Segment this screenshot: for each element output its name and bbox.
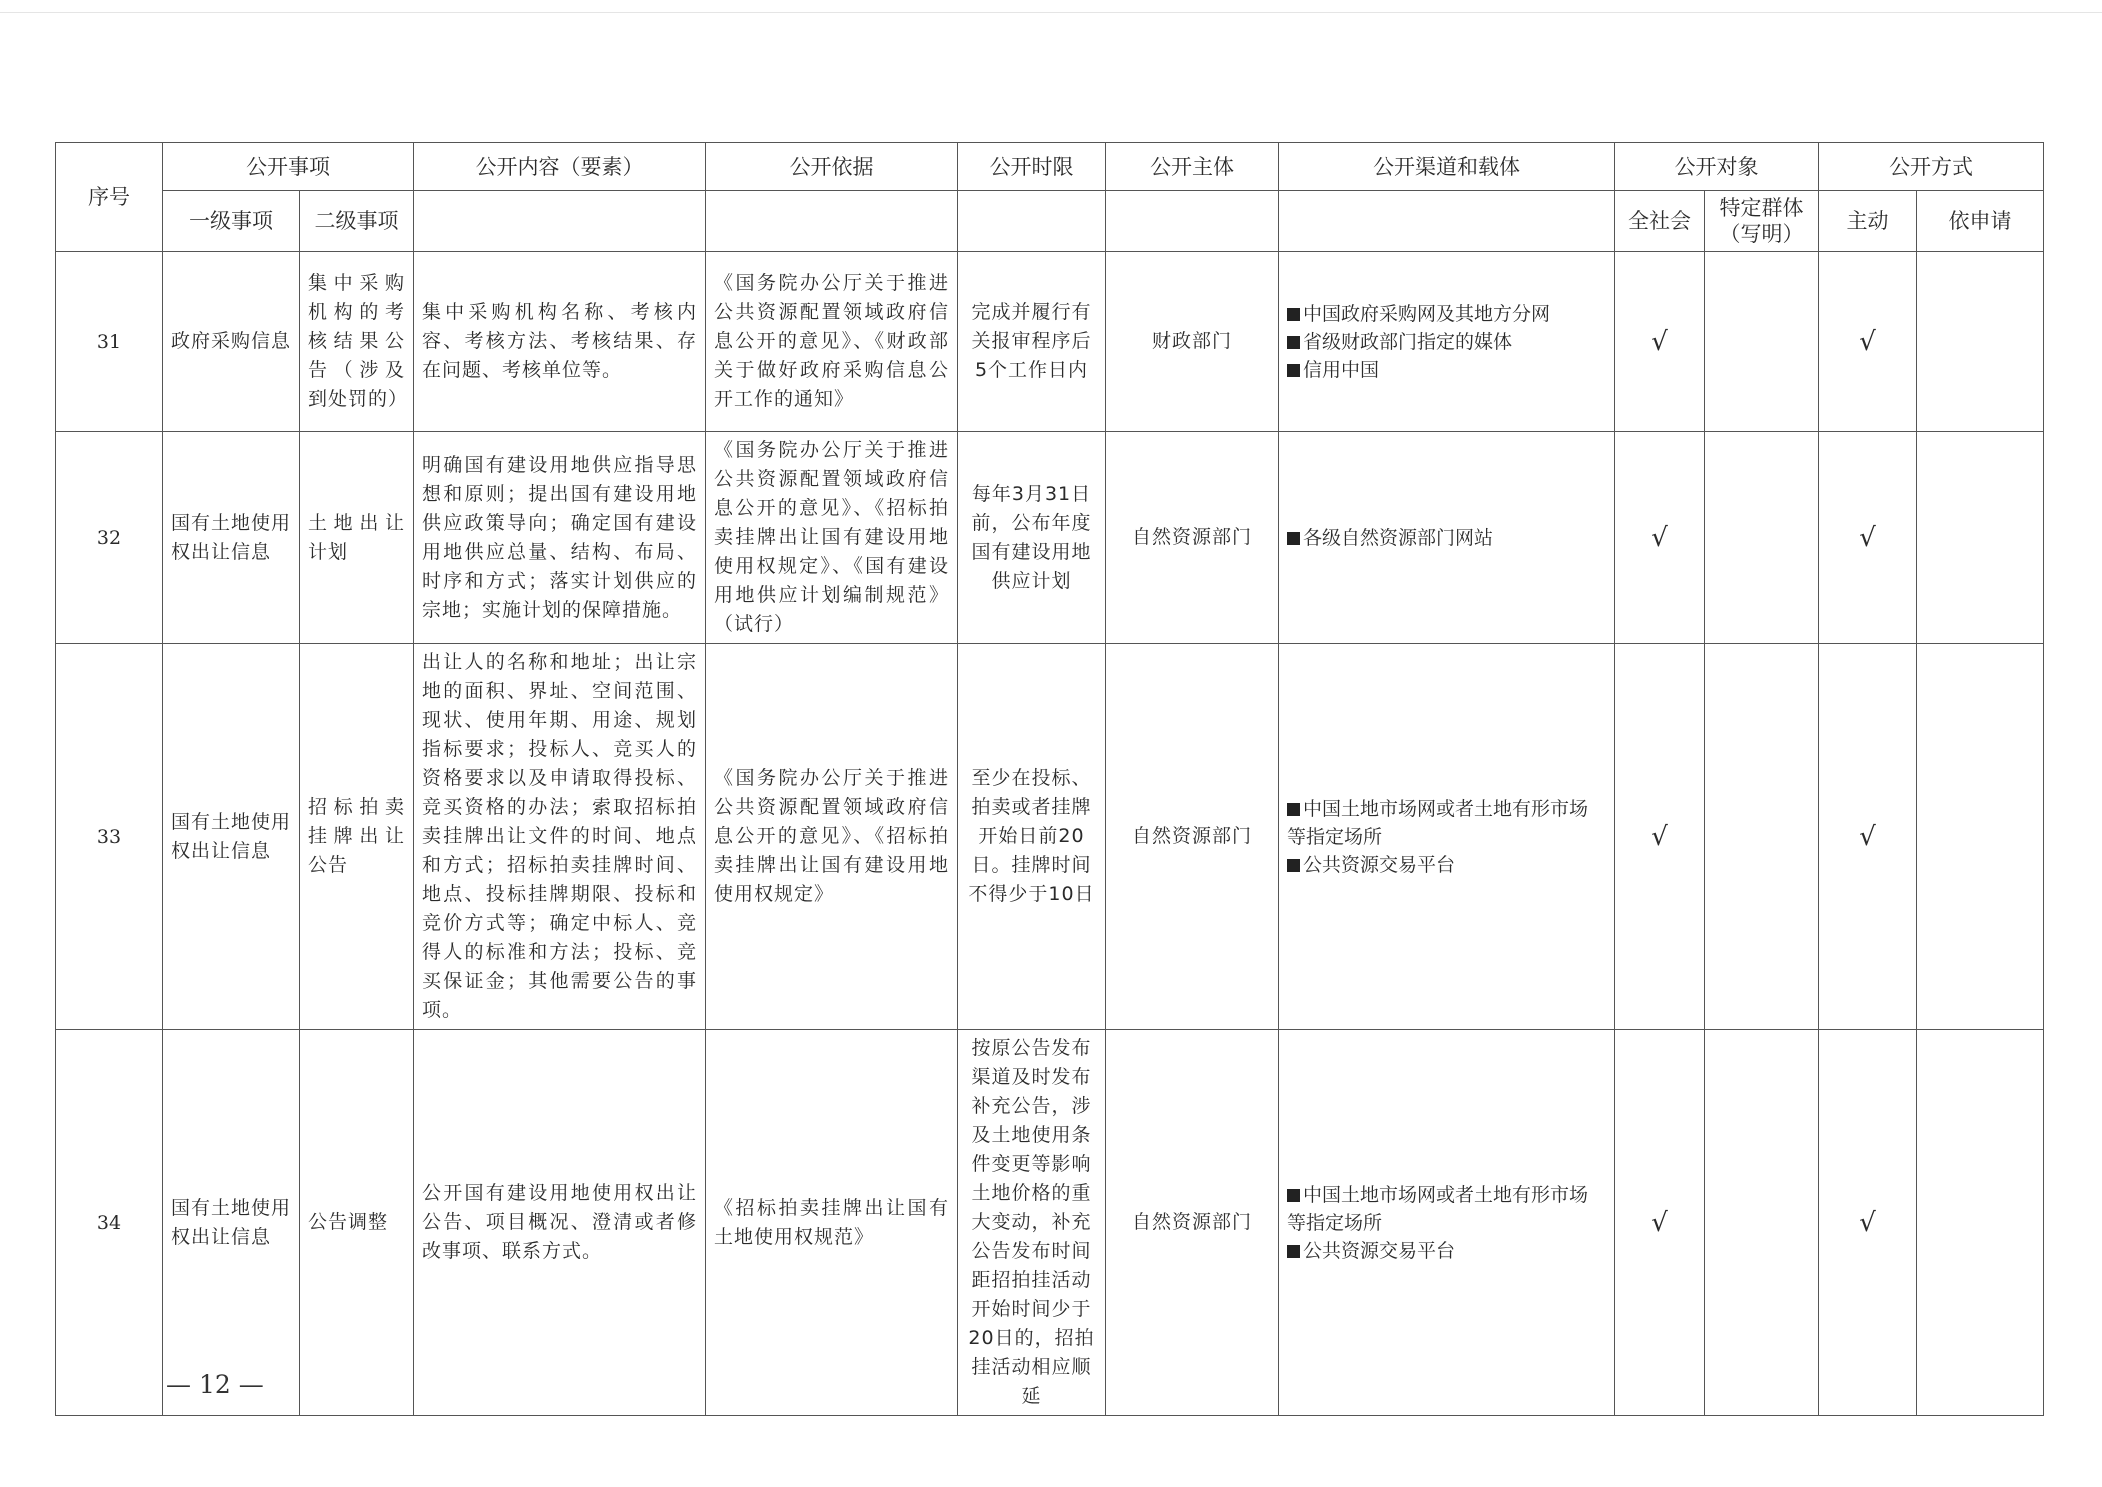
- header-row-top: [56, 143, 2044, 191]
- row-channels: [1279, 432, 1615, 644]
- row-audience-specific: [1705, 644, 1819, 1030]
- row-level1: 国有土地使用权出让信息: [163, 432, 300, 644]
- header-level1: 一级事项: [163, 191, 300, 252]
- row-content: 出让人的名称和地址；出让宗地的面积、界址、空间范围、现状、使用年期、用途、规划指标要求；投标人、竞买人的资格要求以及申请取得投标、竞买资格的办法；索取招标拍卖挂牌出让文件的时间、地点和方式；招标拍卖挂牌时间、地点、投标挂牌期限、投标和竞价方式等；确定中标人、竞得人的标准和方法；投标、竞买保证金；其他需要公告的事项。: [414, 644, 706, 1030]
- square-bullet-icon: [1287, 532, 1300, 545]
- row-channels: [1279, 644, 1615, 1030]
- row-channels: [1279, 1030, 1615, 1416]
- row-level1: 国有土地使用权出让信息: [163, 1030, 300, 1416]
- square-bullet-icon: [1287, 859, 1300, 872]
- row-method-request: [1917, 252, 2044, 432]
- row-audience-specific: [1705, 432, 1819, 644]
- table-row: [56, 252, 2044, 432]
- row-audience-all-check: √: [1615, 252, 1705, 432]
- row-deadline: 完成并履行有关报审程序后5个工作日内: [958, 252, 1106, 432]
- square-bullet-icon: [1287, 308, 1300, 321]
- row-basis: 《国务院办公厅关于推进公共资源配置领域政府信息公开的意见》、《招标拍卖挂牌出让国有建设用地使用权规定》: [706, 644, 958, 1030]
- header-content-blank: [414, 191, 706, 252]
- row-seq: 34: [56, 1030, 163, 1416]
- row-content: 明确国有建设用地供应指导思想和原则；提出国有建设用地供应政策导向；确定国有建设用地供应总量、结构、布局、时序和方式；落实计划供应的宗地；实施计划的保障措施。: [414, 432, 706, 644]
- row-subject: 财政部门: [1106, 252, 1279, 432]
- row-subject: 自然资源部门: [1106, 644, 1279, 1030]
- row-seq: 32: [56, 432, 163, 644]
- header-content: 公开内容（要素）: [414, 143, 706, 191]
- header-audience-specific: 特定群体（写明）: [1705, 191, 1819, 252]
- row-subject: 自然资源部门: [1106, 1030, 1279, 1416]
- row-level2: 土地出让计划: [300, 432, 414, 644]
- row-basis: 《国务院办公厅关于推进公共资源配置领域政府信息公开的意见》、《财政部关于做好政府采购信息公开工作的通知》: [706, 252, 958, 432]
- row-audience-all-check: √: [1615, 1030, 1705, 1416]
- row-method-active-check: √: [1819, 644, 1917, 1030]
- channel-item: 公共资源交易平台: [1287, 1237, 1606, 1265]
- row-content: 公开国有建设用地使用权出让公告、项目概况、澄清或者修改事项、联系方式。: [414, 1030, 706, 1416]
- row-level2: 集中采购机构的考核结果公告（涉及到处罚的）: [300, 252, 414, 432]
- header-channel-blank: [1279, 191, 1615, 252]
- header-deadline-blank: [958, 191, 1106, 252]
- header-deadline: 公开时限: [958, 143, 1106, 191]
- table-row: [56, 1030, 2044, 1416]
- channel-item: 各级自然资源部门网站: [1287, 524, 1606, 552]
- header-audience-all: 全社会: [1615, 191, 1705, 252]
- header-subject: 公开主体: [1106, 143, 1279, 191]
- header-audience: 公开对象: [1615, 143, 1819, 191]
- header-seq: 序号: [56, 143, 163, 252]
- row-level2: 公告调整: [300, 1030, 414, 1416]
- row-method-active-check: √: [1819, 252, 1917, 432]
- square-bullet-icon: [1287, 364, 1300, 377]
- square-bullet-icon: [1287, 336, 1300, 349]
- table-row: [56, 644, 2044, 1030]
- square-bullet-icon: [1287, 803, 1300, 816]
- row-method-active-check: √: [1819, 432, 1917, 644]
- header-row-sub: [56, 191, 2044, 252]
- row-level1: 政府采购信息: [163, 252, 300, 432]
- table-row: [56, 432, 2044, 644]
- disclosure-table: [55, 142, 2044, 1416]
- row-audience-specific: [1705, 1030, 1819, 1416]
- channel-item: 中国政府采购网及其地方分网: [1287, 300, 1606, 328]
- row-audience-all-check: √: [1615, 644, 1705, 1030]
- header-level2: 二级事项: [300, 191, 414, 252]
- row-method-request: [1917, 1030, 2044, 1416]
- row-level1: 国有土地使用权出让信息: [163, 644, 300, 1030]
- channel-item: 中国土地市场网或者土地有形市场等指定场所: [1287, 1183, 1589, 1234]
- header-subject-blank: [1106, 191, 1279, 252]
- scan-edge-line: [0, 12, 2102, 13]
- row-deadline: 至少在投标、拍卖或者挂牌开始日前20日。挂牌时间不得少于10日: [958, 644, 1106, 1030]
- channel-item: 信用中国: [1287, 356, 1606, 384]
- row-basis: 《国务院办公厅关于推进公共资源配置领域政府信息公开的意见》、《招标拍卖挂牌出让国有建设用地使用权规定》、《国有建设用地供应计划编制规范》（试行）: [706, 432, 958, 644]
- row-seq: 33: [56, 644, 163, 1030]
- header-method-active: 主动: [1819, 191, 1917, 252]
- channel-item: 公共资源交易平台: [1287, 851, 1606, 879]
- square-bullet-icon: [1287, 1245, 1300, 1258]
- row-deadline: 每年3月31日前，公布年度国有建设用地供应计划: [958, 432, 1106, 644]
- row-subject: 自然资源部门: [1106, 432, 1279, 644]
- row-audience-specific: [1705, 252, 1819, 432]
- channel-item: 省级财政部门指定的媒体: [1287, 328, 1606, 356]
- header-basis: 公开依据: [706, 143, 958, 191]
- header-method: 公开方式: [1819, 143, 2044, 191]
- header-matter: 公开事项: [163, 143, 414, 191]
- row-method-active-check: √: [1819, 1030, 1917, 1416]
- row-channels: [1279, 252, 1615, 432]
- row-deadline: 按原公告发布渠道及时发布补充公告，涉及土地使用条件变更等影响土地价格的重大变动，补充公告发布时间距招拍挂活动开始时间少于20日的，招拍挂活动相应顺延: [958, 1030, 1106, 1416]
- channel-item: 中国土地市场网或者土地有形市场等指定场所: [1287, 797, 1589, 848]
- row-basis: 《招标拍卖挂牌出让国有土地使用权规范》: [706, 1030, 958, 1416]
- row-method-request: [1917, 432, 2044, 644]
- square-bullet-icon: [1287, 1189, 1300, 1202]
- row-content: 集中采购机构名称、考核内容、考核方法、考核结果、存在问题、考核单位等。: [414, 252, 706, 432]
- row-seq: 31: [56, 252, 163, 432]
- header-basis-blank: [706, 191, 958, 252]
- header-channel: 公开渠道和载体: [1279, 143, 1615, 191]
- row-method-request: [1917, 644, 2044, 1030]
- row-audience-all-check: √: [1615, 432, 1705, 644]
- header-method-request: 依申请: [1917, 191, 2044, 252]
- row-level2: 招标拍卖挂牌出让公告: [300, 644, 414, 1030]
- page-number: — 12 —: [166, 1370, 264, 1399]
